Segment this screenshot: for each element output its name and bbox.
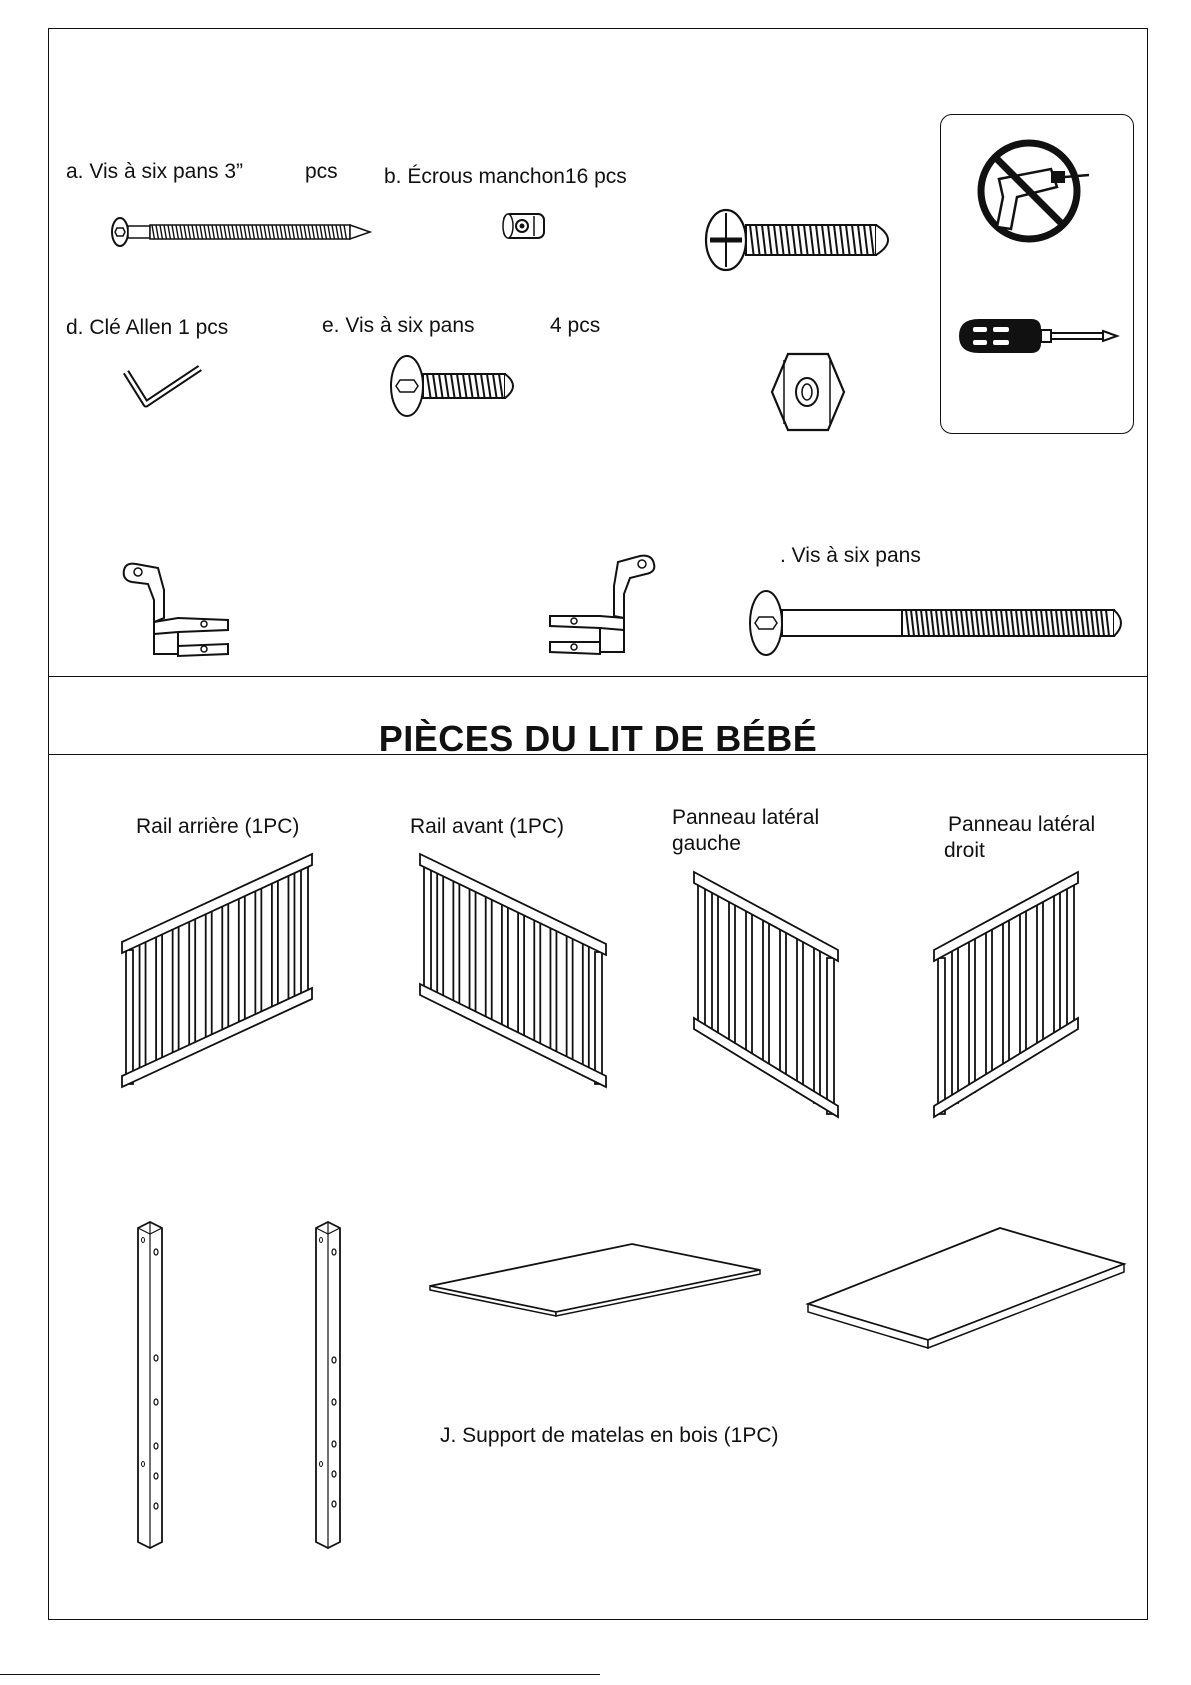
left-panel-label-line2: gauche [672,832,741,855]
no-power-drill-icon [971,137,1103,245]
hardware-b-label: b. Écrous manchon16 pcs [384,165,627,188]
tools-box [940,114,1134,434]
screwdriver-icon [953,311,1123,361]
left-side-panel [686,862,846,1132]
left-corner-post-1 [132,1218,172,1550]
slotted-bolt-icon [700,205,910,275]
front-rail-panel [416,852,616,1102]
hex-nut-icon [768,350,848,434]
left-corner-post-2 [310,1218,350,1550]
left-panel-label-line1: Panneau latéral [672,806,820,829]
mattress-support-label: J. Support de matelas en bois (1PC) [440,1424,779,1447]
barrel-nut-icon [500,208,552,244]
left-metal-bracket-icon [118,560,238,660]
back-rail-panel [118,852,318,1102]
allen-key-icon [120,360,210,414]
long-hex-screw-icon [108,212,378,252]
right-metal-bracket-icon [544,550,664,660]
back-rail-label: Rail arrière (1PC) [136,815,300,838]
hardware-a-label: a. Vis à six pans 3” [66,160,244,183]
hardware-a-qty: pcs [305,160,338,183]
hardware-d-label: d. Clé Allen 1 pcs [66,316,229,339]
right-side-panel [926,862,1086,1132]
right-panel-label-line1: Panneau latéral [948,813,1096,836]
hardware-e-label: e. Vis à six pans [322,314,475,337]
long-hex-bolt-icon [744,586,1134,660]
right-panel-label-line2: droit [944,839,985,862]
short-hex-screw-icon [385,350,535,422]
mattress-board-thin [426,1240,766,1320]
hardware-f-label: . Vis à six pans [780,544,921,567]
section-divider-top [48,676,1148,677]
section-title: PIÈCES DU LIT DE BÉBÉ [378,718,818,759]
footer-rule [0,1674,600,1675]
front-rail-label: Rail avant (1PC) [410,815,565,838]
hardware-e-qty: 4 pcs [550,314,601,337]
mattress-board-thick [804,1226,1128,1350]
